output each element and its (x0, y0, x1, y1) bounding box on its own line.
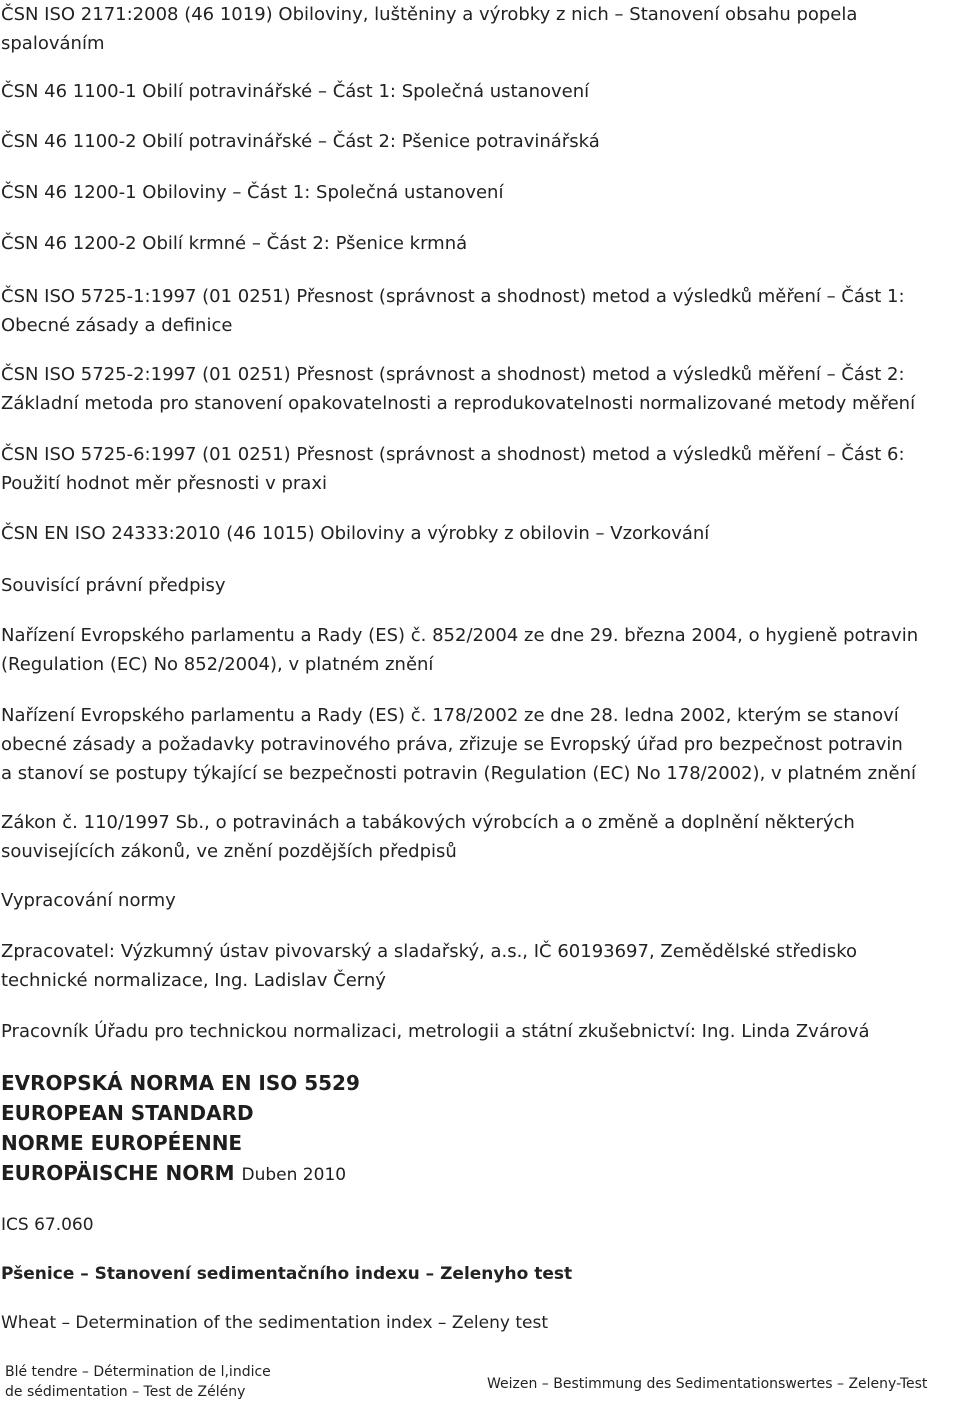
reference-item (1, 178, 959, 207)
title-en: Wheat – Determination of the sedimentation index – Zeleny test (1, 1313, 548, 1333)
legal-item (1, 701, 959, 788)
norm-line-fr: NORME EUROPÉENNE (1, 1131, 243, 1155)
reference-line: ČSN ISO 5725-6:1997 (01 0251) Přesnost (správnost a shodnost) metod a výsledků měření – Část 6: (1, 444, 905, 465)
norm-line-en: EUROPEAN STANDARD (1, 1101, 254, 1125)
norm-block (1, 1068, 959, 1190)
section-heading: Souvisící právní předpisy (1, 575, 226, 596)
title-en-block (1, 1309, 959, 1338)
prep-item (1, 1017, 959, 1046)
reference-line: Použití hodnot měr přesnosti v praxi (1, 473, 327, 494)
reference-line: ČSN 46 1200-2 Obilí krmné – Část 2: Pšenice krmná (1, 233, 468, 254)
reference-item (1, 519, 959, 548)
prep-line: Zpracovatel: Výzkumný ústav pivovarský a sladařský, a.s., IČ 60193697, Zemědělské středisko (1, 941, 857, 962)
legal-item (1, 808, 959, 866)
prep-line: technické normalizace, Ing. Ladislav Černý (1, 970, 386, 991)
reference-line: ČSN EN ISO 24333:2010 (46 1015) Obiloviny a výrobky z obilovin – Vzorkování (1, 523, 710, 544)
reference-item (1, 360, 959, 418)
legal-line: a stanoví se postupy týkající se bezpečnosti potravin (Regulation (EC) No 178/2002), v platném znění (1, 763, 916, 784)
norm-line-de-text: EUROPÄISCHE NORM (1, 1161, 235, 1185)
legal-line: (Regulation (EC) No 852/2004), v platném znění (1, 654, 434, 675)
prep-heading (1, 886, 959, 915)
reference-line: ČSN ISO 5725-1:1997 (01 0251) Přesnost (správnost a shodnost) metod a výsledků měření – Část 1: (1, 286, 905, 307)
title-fr-line: Blé tendre – Détermination de l,indice (5, 1364, 271, 1380)
title-fr-line: de sédimentation – Test de Zélény (5, 1384, 246, 1400)
reference-item (1, 77, 959, 106)
reference-line: ČSN ISO 5725-2:1997 (01 0251) Přesnost (správnost a shodnost) metod a výsledků měření – Část 2: (1, 364, 905, 385)
legal-line: Zákon č. 110/1997 Sb., o potravinách a tabákových výrobcích a o změně a doplnění některých (1, 812, 855, 833)
ics-block (1, 1211, 959, 1240)
title-cs: Pšenice – Stanovení sedimentačního indexu – Zelenyho test (1, 1264, 573, 1284)
reference-item (1, 229, 959, 258)
ics-code: ICS 67.060 (1, 1215, 94, 1235)
title-fr-block (5, 1362, 271, 1402)
reference-item (1, 440, 959, 498)
legal-line: souvisejících zákonů, ve znění pozdějších předpisů (1, 841, 457, 862)
section-heading: Vypracování normy (1, 890, 176, 911)
reference-item (1, 282, 959, 340)
legal-item (1, 621, 959, 679)
title-de-block (487, 1374, 927, 1394)
norm-date: Duben 2010 (241, 1165, 347, 1185)
norm-line-de (1, 1158, 959, 1190)
reference-line: ČSN 46 1100-1 Obilí potravinářské – Část 1: Společná ustanovení (1, 81, 590, 102)
title-de: Weizen – Bestimmung des Sedimentationswertes – Zeleny-Test (487, 1376, 928, 1392)
legal-line: Nařízení Evropského parlamentu a Rady (ES) č. 178/2002 ze dne 28. ledna 2002, kterým se stanoví (1, 705, 899, 726)
title-cs-block (1, 1260, 959, 1289)
legal-line: obecné zásady a požadavky potravinového práva, zřizuje se Evropský úřad pro bezpečnost potravin (1, 734, 903, 755)
reference-line: ČSN 46 1100-2 Obilí potravinářské – Část 2: Pšenice potravinářská (1, 131, 600, 152)
reference-item (1, 0, 959, 58)
norm-line-cs: EVROPSKÁ NORMA EN ISO 5529 (1, 1071, 360, 1095)
reference-line: Základní metoda pro stanovení opakovatelnosti a reprodukovatelnosti normalizované metody měření (1, 393, 916, 414)
reference-item (1, 127, 959, 156)
legal-heading (1, 571, 959, 600)
prep-item (1, 937, 959, 995)
reference-line: Obecné zásady a definice (1, 315, 233, 336)
reference-line: spalováním (1, 33, 105, 54)
reference-line: ČSN ISO 2171:2008 (46 1019) Obiloviny, luštěniny a výrobky z nich – Stanovení obsahu popela (1, 4, 858, 25)
legal-line: Nařízení Evropského parlamentu a Rady (ES) č. 852/2004 ze dne 29. března 2004, o hygieně potravin (1, 625, 919, 646)
prep-line: Pracovník Úřadu pro technickou normalizaci, metrologii a státní zkušebnictví: Ing. Linda Zvárová (1, 1021, 870, 1042)
reference-line: ČSN 46 1200-1 Obiloviny – Část 1: Společná ustanovení (1, 182, 504, 203)
